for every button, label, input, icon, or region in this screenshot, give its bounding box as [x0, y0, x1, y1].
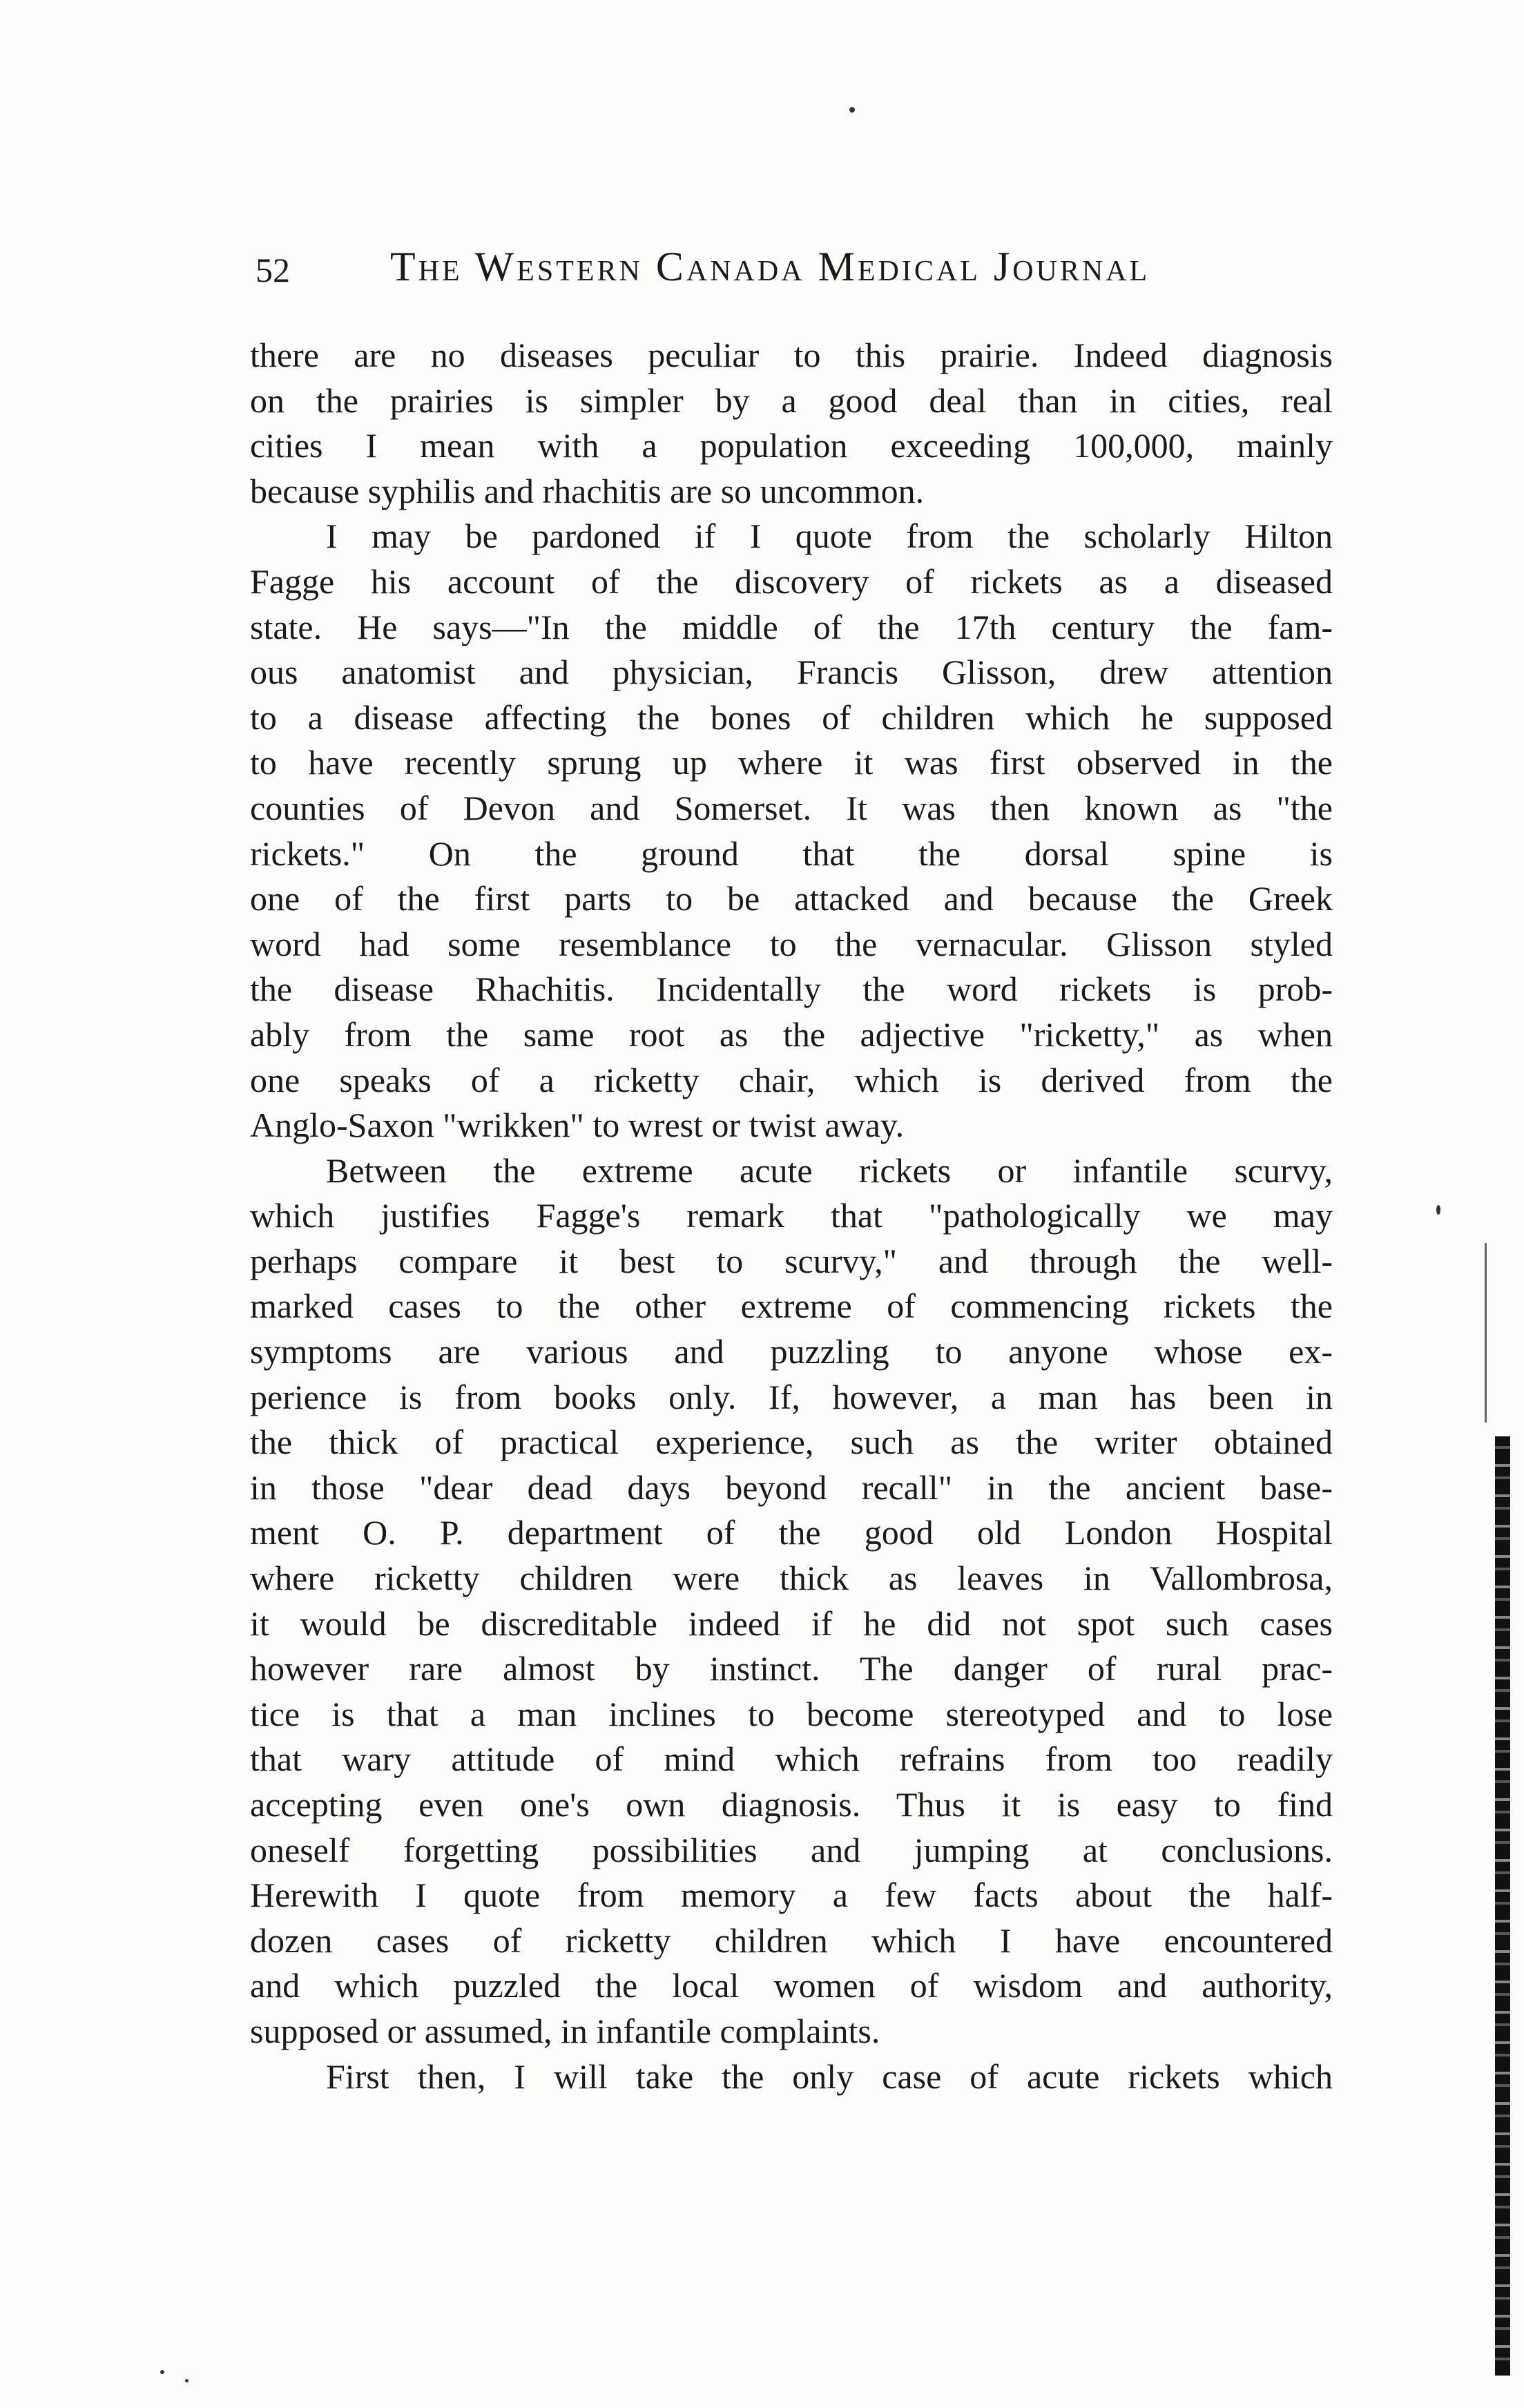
- text-line: ment O. P. department of the good old London Hospital: [250, 1513, 1333, 1552]
- text-line: state. He says—"In the middle of the 17th century the fam-: [250, 607, 1333, 646]
- page-number: 52: [255, 251, 290, 289]
- text-line: which justifies Fagge's remark that "pathologically we may: [250, 1196, 1333, 1235]
- text-line: however rare almost by instinct. The danger of rural prac-: [250, 1649, 1333, 1688]
- text-line: cities I mean with a population exceeding 100,000, mainly: [250, 426, 1333, 465]
- text-line: Fagge his account of the discovery of rickets as a diseased: [250, 561, 1333, 601]
- text-line: rickets." On the ground that the dorsal spine is: [250, 834, 1333, 873]
- text-line: accepting even one's own diagnosis. Thus it is easy to find: [250, 1785, 1333, 1824]
- running-header: [255, 243, 1333, 298]
- journal-title: The Western Canada Medical Journal: [390, 244, 1150, 289]
- text-line: tice is that a man inclines to become stereotyped and to lose: [250, 1694, 1333, 1733]
- text-line: there are no diseases peculiar to this prairie. Indeed diagnosis: [250, 336, 1333, 374]
- text-line: in those "dear dead days beyond recall" in the ancient base-: [250, 1467, 1333, 1507]
- text-line: one of the first parts to be attacked and because the Greek: [250, 879, 1333, 918]
- text-line: marked cases to the other extreme of commencing rickets the: [250, 1287, 1333, 1326]
- text-line: where ricketty children were thick as leaves in Vallombrosa,: [250, 1559, 1333, 1598]
- text-line: to a disease affecting the bones of children which he supposed: [250, 697, 1333, 737]
- text-line: word had some resemblance to the vernacular. Glisson styled: [250, 924, 1333, 963]
- scan-speck: [160, 2370, 164, 2374]
- text-line: ous anatomist and physician, Francis Glisson, drew attention: [250, 653, 1333, 692]
- text-line: because syphilis and rhachitis are so uncommon.: [250, 471, 925, 510]
- text-line: I may be pardoned if I quote from the scholarly Hilton: [326, 517, 1333, 556]
- scan-speck: [1436, 1205, 1440, 1215]
- scan-speck: [185, 2379, 189, 2382]
- text-line: ably from the same root as the adjective "ricketty," as when: [250, 1014, 1333, 1054]
- text-line: counties of Devon and Somerset. It was then known as "the: [250, 788, 1333, 827]
- body-text: [250, 333, 1333, 2099]
- text-line: supposed or assumed, in infantile complaints.: [250, 2011, 880, 2050]
- scan-edge-mark: [1495, 1436, 1510, 2376]
- text-line: perhaps compare it best to scurvy," and through the well-: [250, 1241, 1333, 1280]
- text-line: Herewith I quote from memory a few facts about the half-: [250, 1876, 1333, 1915]
- text-line: and which puzzled the local women of wisdom and authority,: [250, 1966, 1333, 2005]
- text-line: the disease Rhachitis. Incidentally the word rickets is prob-: [250, 970, 1333, 1009]
- text-line: dozen cases of ricketty children which I have encountered: [250, 1920, 1333, 1960]
- text-line: perience is from books only. If, however, a man has been in: [250, 1377, 1333, 1416]
- text-line: it would be discreditable indeed if he did not spot such cases: [250, 1603, 1333, 1643]
- text-line: oneself forgetting possibilities and jumping at conclusions.: [250, 1830, 1333, 1869]
- scan-margin-line: [1485, 1243, 1487, 1423]
- text-line: Anglo-Saxon "wrikken" to wrest or twist away.: [250, 1106, 905, 1145]
- scan-speck: [849, 107, 855, 113]
- text-line: on the prairies is simpler by a good deal than in cities, real: [250, 381, 1333, 420]
- text-line: to have recently sprung up where it was first observed in the: [250, 743, 1333, 782]
- text-line: the thick of practical experience, such as the writer obtained: [250, 1423, 1333, 1462]
- text-line: First then, I will take the only case of acute rickets which: [326, 2057, 1333, 2096]
- text-line: symptoms are various and puzzling to anyone whose ex-: [250, 1332, 1333, 1371]
- text-line: Between the extreme acute rickets or infantile scurvy,: [326, 1150, 1333, 1190]
- text-line: one speaks of a ricketty chair, which is derived from the: [250, 1060, 1333, 1099]
- text-line: that wary attitude of mind which refrains from too readily: [250, 1740, 1333, 1779]
